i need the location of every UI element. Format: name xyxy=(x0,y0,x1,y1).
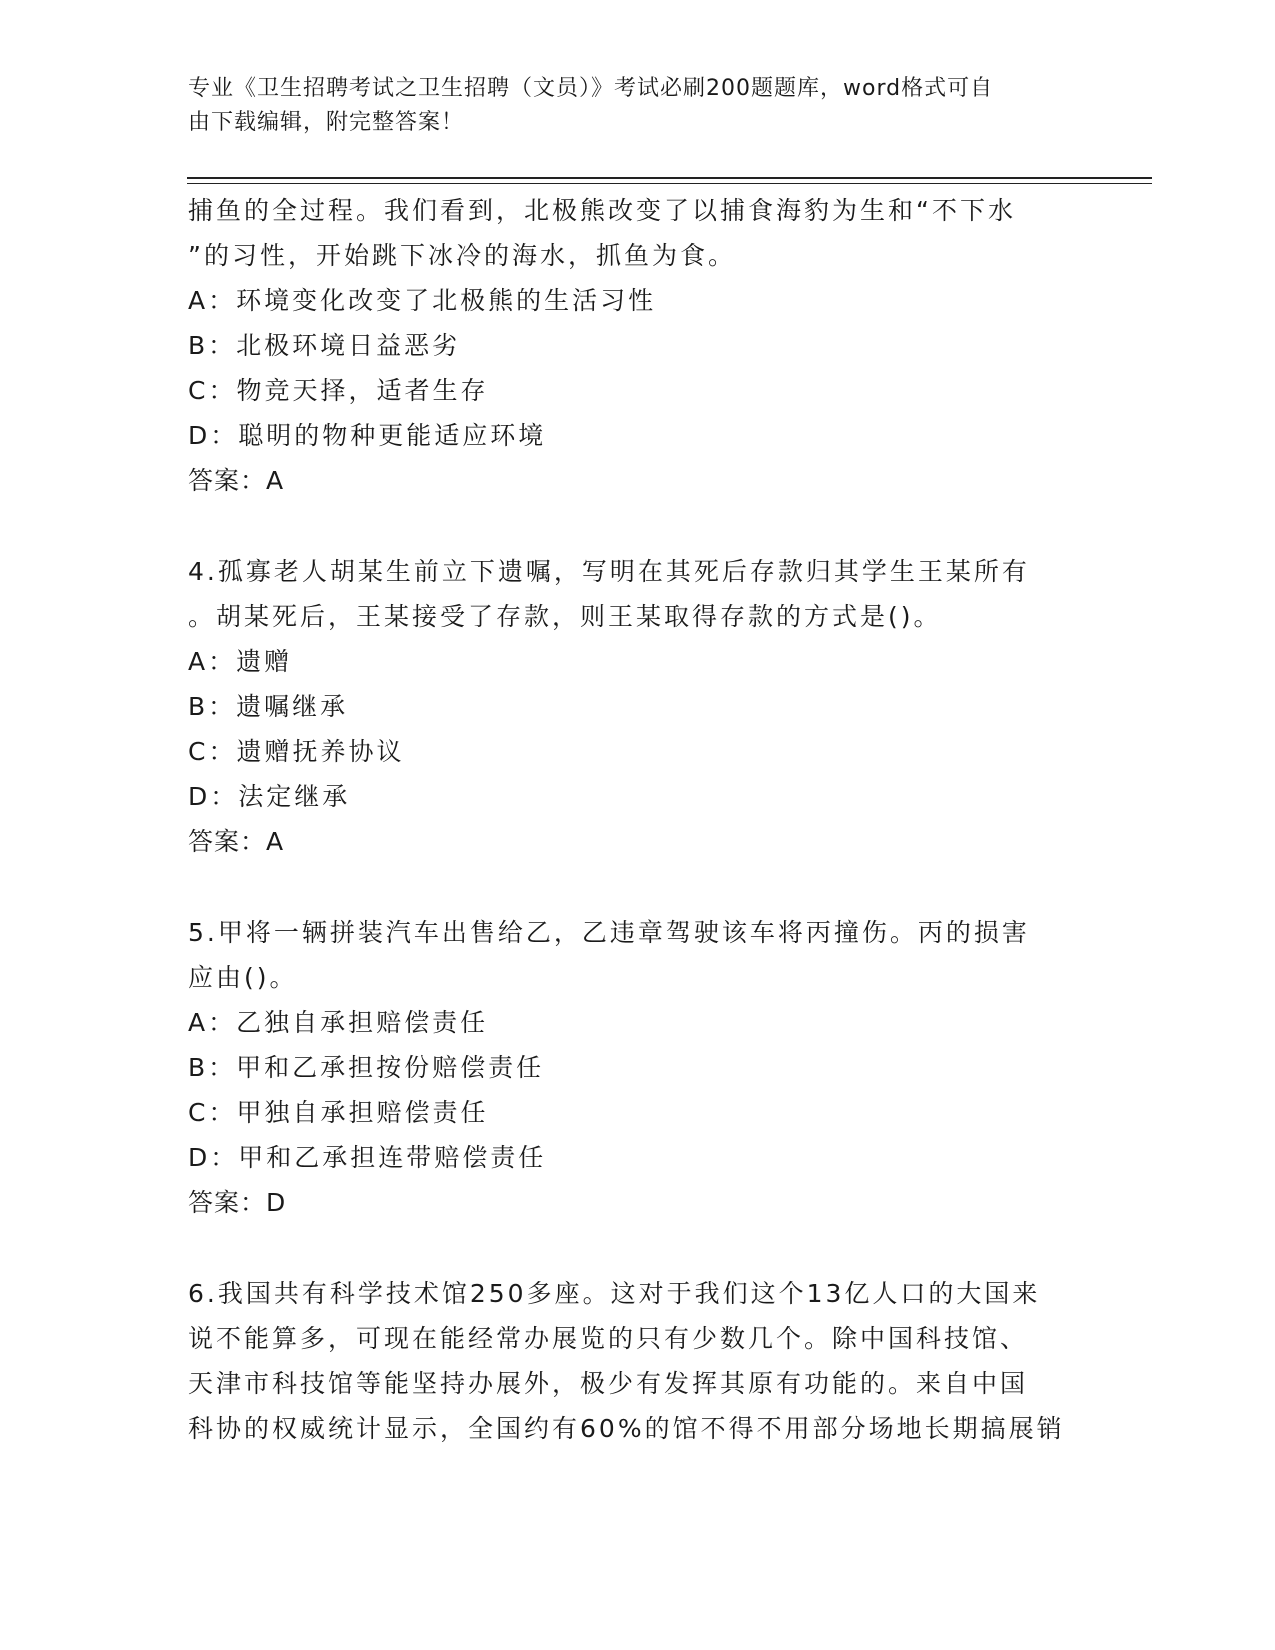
option-a: A：环境变化改变了北极熊的生活习性 xyxy=(188,286,657,315)
question-text: 捕鱼的全过程。我们看到，北极熊改变了以捕食海豹为生和“不下水 xyxy=(188,196,1016,225)
option-d: D：甲和乙承担连带赔偿责任 xyxy=(188,1143,547,1172)
header-divider-thin xyxy=(187,183,1152,184)
question-stem: 科协的权威统计显示，全国约有60%的馆不得不用部分场地长期搞展销 xyxy=(188,1414,1065,1443)
question-stem: 。胡某死后，王某接受了存款，则王某取得存款的方式是()。 xyxy=(188,602,942,631)
spacer xyxy=(188,1225,1088,1271)
spacer xyxy=(188,864,1088,910)
question-text: ”的习性，开始跳下冰冷的海水，抓鱼为食。 xyxy=(188,241,736,270)
question-3 xyxy=(188,188,1088,503)
question-list xyxy=(188,188,1088,1451)
question-stem: 6.我国共有科学技术馆250多座。这对于我们这个13亿人口的大国来 xyxy=(188,1279,1041,1308)
option-a: A：乙独自承担赔偿责任 xyxy=(188,1008,489,1037)
answer-label: 答案：D xyxy=(188,1188,287,1217)
question-stem: 天津市科技馆等能坚持办展外，极少有发挥其原有功能的。来自中国 xyxy=(188,1369,1029,1398)
question-stem: 说不能算多，可现在能经常办展览的只有少数几个。除中国科技馆、 xyxy=(188,1324,1029,1353)
header-line-2: 由下载编辑，附完整答案！ xyxy=(188,110,465,135)
option-b: B：北极环境日益恶劣 xyxy=(188,331,461,360)
question-stem: 5.甲将一辆拼装汽车出售给乙，乙违章驾驶该车将丙撞伤。丙的损害 xyxy=(188,918,1030,947)
question-5 xyxy=(188,910,1088,1225)
option-c: C：甲独自承担赔偿责任 xyxy=(188,1098,489,1127)
option-c: C：物竞天择，适者生存 xyxy=(188,376,489,405)
option-b: B：遗嘱继承 xyxy=(188,692,349,721)
question-stem: 应由()。 xyxy=(188,963,298,992)
option-a: A：遗赠 xyxy=(188,647,293,676)
option-d: D：聪明的物种更能适应环境 xyxy=(188,421,547,450)
header-divider-thick xyxy=(187,177,1152,179)
answer-label: 答案：A xyxy=(188,827,285,856)
document-header xyxy=(188,72,1068,140)
header-line-1: 专业《卫生招聘考试之卫生招聘（文员）》考试必刷200题题库，word格式可自 xyxy=(188,76,994,101)
option-b: B：甲和乙承担按份赔偿责任 xyxy=(188,1053,545,1082)
spacer xyxy=(188,503,1088,549)
option-d: D：法定继承 xyxy=(188,782,351,811)
question-6 xyxy=(188,1271,1088,1451)
option-c: C：遗赠抚养协议 xyxy=(188,737,405,766)
question-4 xyxy=(188,549,1088,864)
question-stem: 4.孤寡老人胡某生前立下遗嘱，写明在其死后存款归其学生王某所有 xyxy=(188,557,1030,586)
answer-label: 答案：A xyxy=(188,466,285,495)
